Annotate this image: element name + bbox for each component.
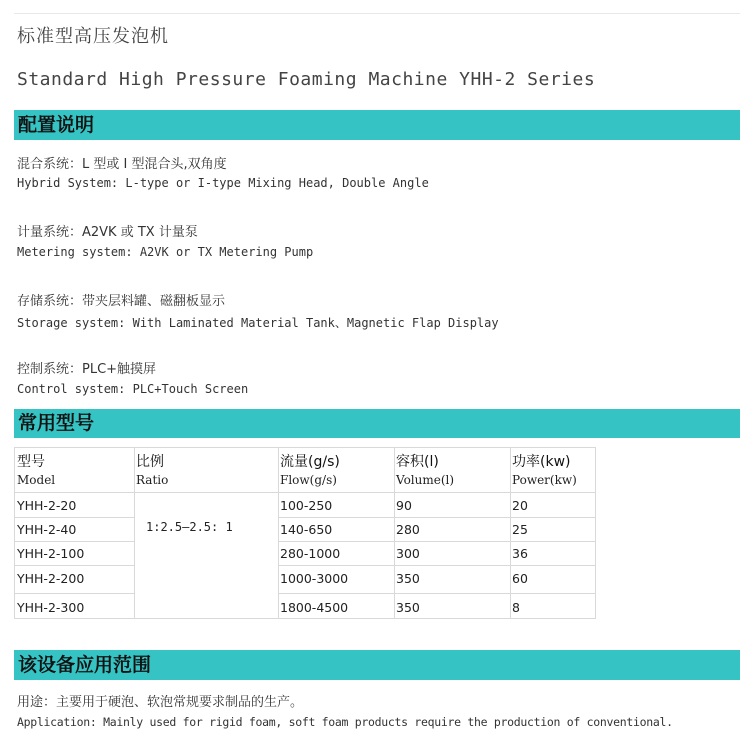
table-col-divider: [510, 447, 511, 619]
table-row-divider: [14, 593, 134, 594]
config-item-control-cn: 控制系统：PLC+触摸屏: [17, 362, 157, 377]
table-row-divider: [14, 517, 134, 518]
table-cell-power: 36: [512, 546, 528, 561]
header-model-en: Model: [17, 473, 56, 487]
application-cn: 用途：主要用于硬泡、软泡常规要求制品的生产。: [17, 695, 304, 710]
table-row-divider: [278, 517, 596, 518]
table-header-divider: [14, 492, 596, 493]
config-item-storage-cn: 存储系统：带夹层料罐、磁翻板显示: [17, 294, 226, 309]
table-cell-volume: 280: [396, 522, 420, 537]
ratio-value: 1:2.5—2.5: 1: [146, 520, 233, 534]
header-flow-en: Flow(g/s): [280, 473, 337, 487]
table-border-bottom: [14, 618, 596, 619]
header-power-cn: 功率(kw): [512, 454, 571, 470]
header-model-cn: 型号: [17, 454, 45, 470]
config-item-mixing-cn: 混合系统：L 型或 I 型混合头,双角度: [17, 157, 227, 172]
table-border-top: [14, 447, 596, 448]
table-cell-flow: 140-650: [280, 522, 333, 537]
table-cell-flow: 280-1000: [280, 546, 341, 561]
table-row-divider: [14, 541, 134, 542]
header-ratio-en: Ratio: [136, 473, 169, 487]
header-power-en: Power(kw): [512, 473, 577, 487]
table-cell-model: YHH-2-200: [17, 571, 85, 586]
top-divider: [14, 13, 740, 14]
header-volume-en: Volume(l): [396, 473, 455, 487]
table-col-divider: [595, 447, 596, 619]
application-en: Application: Mainly used for rigid foam, soft foam products require the production of conventional.: [17, 715, 673, 729]
table-cell-flow: 1800-4500: [280, 600, 349, 615]
table-cell-model: YHH-2-20: [17, 498, 77, 513]
table-col-divider: [14, 447, 15, 619]
table-cell-flow: 100-250: [280, 498, 333, 513]
header-ratio-cn: 比例: [136, 454, 164, 470]
table-cell-power: 20: [512, 498, 528, 513]
config-item-control-en: Control system: PLC+Touch Screen: [17, 382, 249, 396]
table-row-divider: [278, 565, 596, 566]
table-cell-volume: 350: [396, 571, 420, 586]
table-cell-volume: 300: [396, 546, 420, 561]
table-row-divider: [14, 565, 134, 566]
config-item-mixing-en: Hybrid System: L-type or I-type Mixing Head, Double Angle: [17, 176, 429, 190]
section-header-application: 该设备应用范围: [14, 650, 740, 680]
spec-table: [14, 447, 596, 619]
page-title-cn: 标准型高压发泡机: [17, 26, 169, 47]
config-item-metering-en: Metering system: A2VK or TX Metering Pump: [17, 245, 314, 259]
table-cell-power: 8: [512, 600, 520, 615]
table-col-divider: [134, 447, 135, 619]
table-col-divider: [394, 447, 395, 619]
config-item-metering-cn: 计量系统：A2VK 或 TX 计量泵: [17, 225, 198, 240]
table-row-divider: [278, 593, 596, 594]
table-cell-model: YHH-2-100: [17, 546, 85, 561]
table-cell-volume: 90: [396, 498, 412, 513]
table-cell-power: 25: [512, 522, 528, 537]
page-title-en: Standard High Pressure Foaming Machine YHH-2 Series: [17, 69, 596, 90]
section-header-config: 配置说明: [14, 110, 740, 140]
header-volume-cn: 容积(l): [396, 454, 439, 470]
table-cell-model: YHH-2-300: [17, 600, 85, 615]
table-cell-power: 60: [512, 571, 528, 586]
table-cell-volume: 350: [396, 600, 420, 615]
table-cell-model: YHH-2-40: [17, 522, 77, 537]
config-item-storage-en: Storage system: With Laminated Material Tank、Magnetic Flap Display: [17, 316, 499, 330]
table-cell-flow: 1000-3000: [280, 571, 349, 586]
header-flow-cn: 流量(g/s): [280, 454, 340, 470]
section-header-models: 常用型号: [14, 409, 740, 438]
table-row-divider: [278, 541, 596, 542]
table-col-divider: [278, 447, 279, 619]
